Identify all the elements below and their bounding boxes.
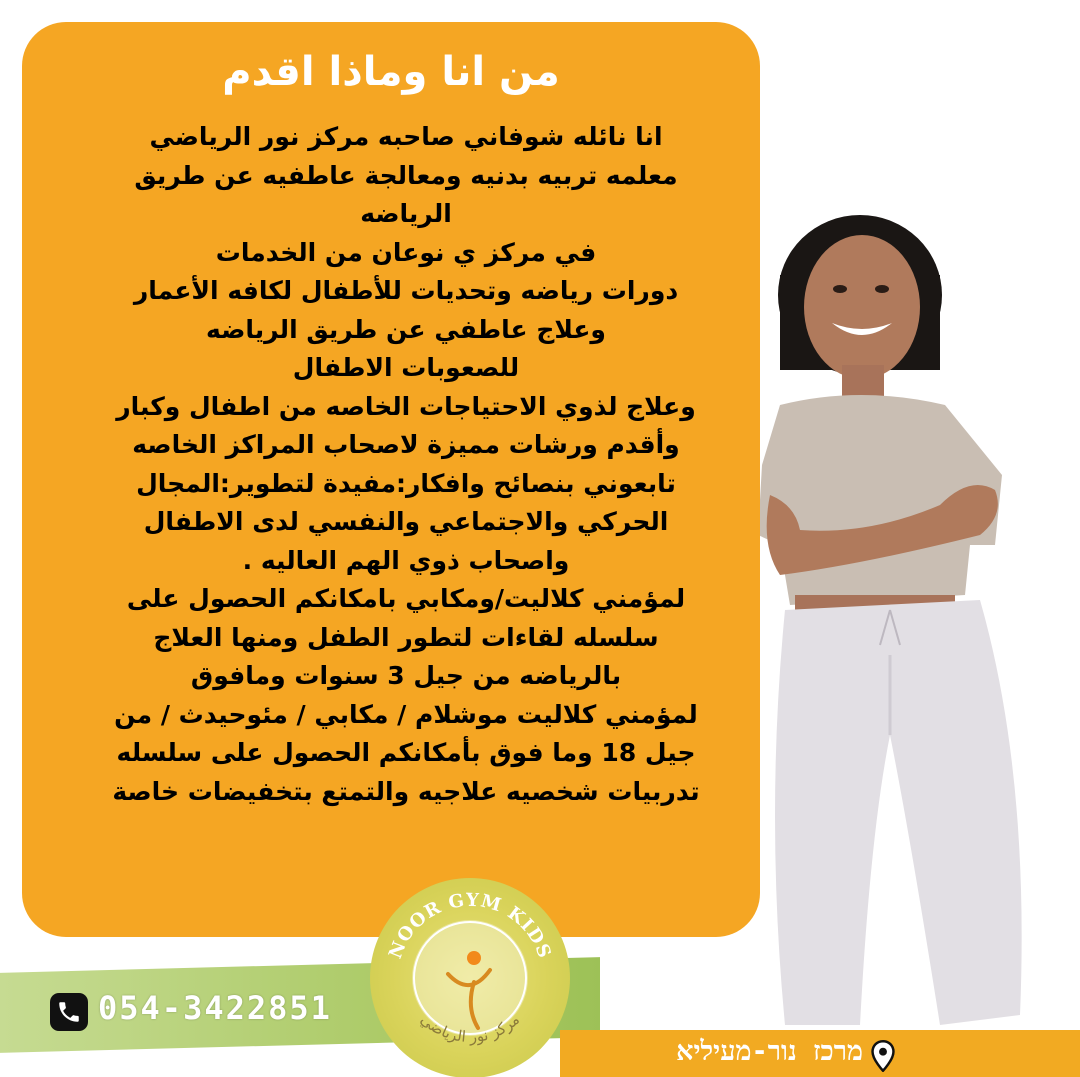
logo-ring-text: NOOR GYM KIDS — [384, 889, 556, 962]
card-line: سلسله لقاءات لتطور الطفل ومنها العلاج — [153, 622, 659, 652]
logo-mark — [370, 878, 570, 1077]
card-line: وأقدم ورشات مميزة لاصحاب المراكز الخاصه — [132, 430, 680, 459]
map-pin-icon — [868, 1040, 898, 1072]
phone-number: 054-3422851 — [98, 989, 332, 1027]
card-line: تابعوني بنصائح وافكار:مفيدة لتطوير:المجال — [136, 468, 676, 498]
phone-icon — [50, 993, 88, 1031]
info-card — [22, 22, 760, 937]
card-line: لمؤمني كلاليت/ومكابي بامكانكم الحصول على — [126, 584, 686, 613]
card-line: للصعوبات الاطفال — [292, 353, 520, 382]
logo-bottom-text: مركز نور الرياضي — [416, 1010, 524, 1047]
card-line: تدربيات شخصيه علاجيه والتمتع بتخفيضات خاصة — [112, 776, 700, 806]
card-title: من انا وماذا اقدم — [222, 49, 560, 95]
card-line: انا نائله شوفاني صاحبه مركز نور الرياضي — [149, 122, 663, 151]
woman-photo — [740, 215, 1080, 1035]
card-text — [72, 118, 740, 811]
card-line: الرياضه — [360, 199, 452, 228]
card-line: جيل 18 وما فوق بأمكانكم الحصول على سلسله — [116, 738, 696, 767]
card-line: لمؤمني كلاليت موشلام / مكابي / مئوحيدث / من — [114, 699, 698, 729]
card-line: في مركز ي نوعان من الخدمات — [215, 237, 597, 267]
card-line: دورات رياضه وتحديات للأطفال لكافه الأعمار — [133, 276, 679, 305]
card-line: واصحاب ذوي الهم العاليه . — [242, 545, 570, 575]
location-text: מרכז נור-מעיליא — [676, 1036, 863, 1067]
noor-gym-kids-logo — [370, 878, 570, 1077]
card-line: وعلاج لذوي الاحتياجات الخاصه من اطفال وكبار — [116, 391, 696, 421]
card-line: بالرياضه من جيل 3 سنوات ومافوق — [190, 661, 622, 690]
card-line: وعلاج عاطفي عن طريق الرياضه — [206, 314, 606, 344]
card-line: الحركي والاجتماعي والنفسي لدى الاطفال — [143, 507, 669, 536]
card-line: معلمه تربيه بدنيه ومعالجة عاطفيه عن طريق — [134, 160, 678, 190]
